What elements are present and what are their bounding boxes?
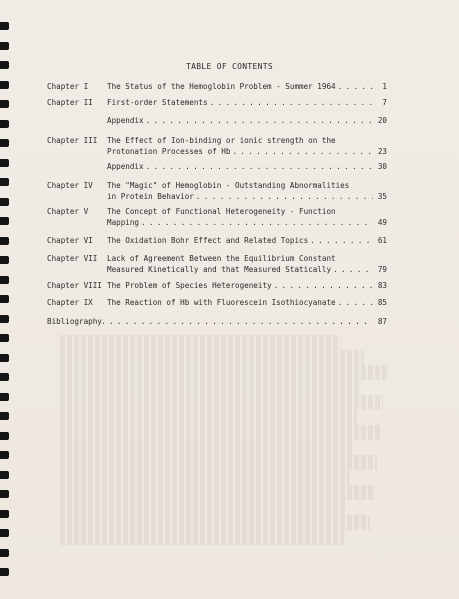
toc-page-number: 7 <box>382 98 387 107</box>
binding-hole <box>0 568 9 576</box>
dot-leader <box>141 217 373 228</box>
toc-entry-title: Appendix <box>107 116 144 125</box>
toc-page-number: 49 <box>377 218 387 227</box>
toc-chapter-label: Chapter I <box>47 82 89 91</box>
binding-hole <box>0 120 9 128</box>
toc-chapter-label: Chapter IX <box>47 298 93 307</box>
binding-hole <box>0 100 9 108</box>
binding-hole <box>0 276 9 284</box>
binding-hole <box>0 22 9 30</box>
toc-entry-title: The Problem of Species Heterogeneity <box>107 281 272 290</box>
binding-hole <box>0 490 9 498</box>
binding-hole <box>0 295 9 303</box>
toc-entry-title: Mapping <box>107 218 140 227</box>
dot-leader <box>210 97 373 108</box>
toc-entry-title: The Oxidation Bohr Effect and Related Topics <box>107 236 309 245</box>
toc-entry-title: The Effect of Ion-binding or ionic strength on the <box>107 136 336 145</box>
binding-hole <box>0 334 9 342</box>
page-title: TABLE OF CONTENTS <box>186 62 273 71</box>
binding-hole <box>0 412 9 420</box>
binding-hole <box>0 159 9 167</box>
toc-entry-title: The Reaction of Hb with Fluorescein Isothiocyanate <box>107 298 336 307</box>
bleed-through-text <box>60 335 390 545</box>
toc-entry-title: First-order Statements <box>107 98 208 107</box>
binding-hole <box>0 510 9 518</box>
binding-hole <box>0 178 9 186</box>
binding-hole <box>0 451 9 459</box>
dot-leader <box>232 146 373 157</box>
toc-entry-title: Lack of Agreement Between the Equilibrium Constant <box>107 254 336 263</box>
toc-chapter-label: Chapter III <box>47 136 98 145</box>
toc-entry-title: The "Magic" of Hemoglobin - Outstanding Abnormalities <box>107 181 350 190</box>
toc-page-number: 61 <box>377 236 387 245</box>
toc-page-number: 83 <box>377 281 387 290</box>
toc-chapter-label: Chapter VI <box>47 236 93 245</box>
dot-leader <box>146 161 373 172</box>
dot-leader <box>338 81 373 92</box>
dot-leader <box>274 280 373 291</box>
toc-entry-title: The Status of the Hemoglobin Problem - Summer 1964 <box>107 82 336 91</box>
dot-leader <box>333 264 373 275</box>
dot-leader <box>101 316 373 327</box>
toc-entry-title: Appendix <box>107 162 144 171</box>
binding-hole <box>0 237 9 245</box>
binding-hole <box>0 256 9 264</box>
toc-page-number: 23 <box>377 147 387 156</box>
toc-chapter-label: Bibliography <box>47 317 102 326</box>
binding-hole <box>0 432 9 440</box>
toc-chapter-label: Chapter VIII <box>47 281 102 290</box>
binding-hole <box>0 549 9 557</box>
toc-page-number: 20 <box>377 116 387 125</box>
toc-page-number: 35 <box>377 192 387 201</box>
toc-page-number: 87 <box>377 317 387 326</box>
binding-hole <box>0 393 9 401</box>
dot-leader <box>338 297 373 308</box>
toc-chapter-label: Chapter IV <box>47 181 93 190</box>
binding-hole <box>0 81 9 89</box>
toc-entry-title: Protonation Processes of Hb <box>107 147 231 156</box>
toc-entry-title: The Concept of Functional Heterogeneity - Function <box>107 207 336 216</box>
toc-page-number: 85 <box>377 298 387 307</box>
binding-hole <box>0 471 9 479</box>
binding-hole <box>0 217 9 225</box>
toc-chapter-label: Chapter II <box>47 98 93 107</box>
dot-leader <box>196 191 373 202</box>
dot-leader <box>310 235 373 246</box>
binding-hole <box>0 139 9 147</box>
binding-hole <box>0 373 9 381</box>
toc-page-number: 30 <box>377 162 387 171</box>
binding-hole <box>0 354 9 362</box>
toc-page-number: 79 <box>377 265 387 274</box>
binding-hole <box>0 529 9 537</box>
toc-page-number: 1 <box>382 82 387 91</box>
binding-hole <box>0 315 9 323</box>
spiral-binding <box>0 0 14 599</box>
toc-chapter-label: Chapter VII <box>47 254 98 263</box>
toc-chapter-label: Chapter V <box>47 207 89 216</box>
binding-hole <box>0 42 9 50</box>
toc-entry-title: in Protein Behavior <box>107 192 194 201</box>
toc-entry-title: Measured Kinetically and that Measured Statically <box>107 265 332 274</box>
binding-hole <box>0 198 9 206</box>
dot-leader <box>146 115 373 126</box>
